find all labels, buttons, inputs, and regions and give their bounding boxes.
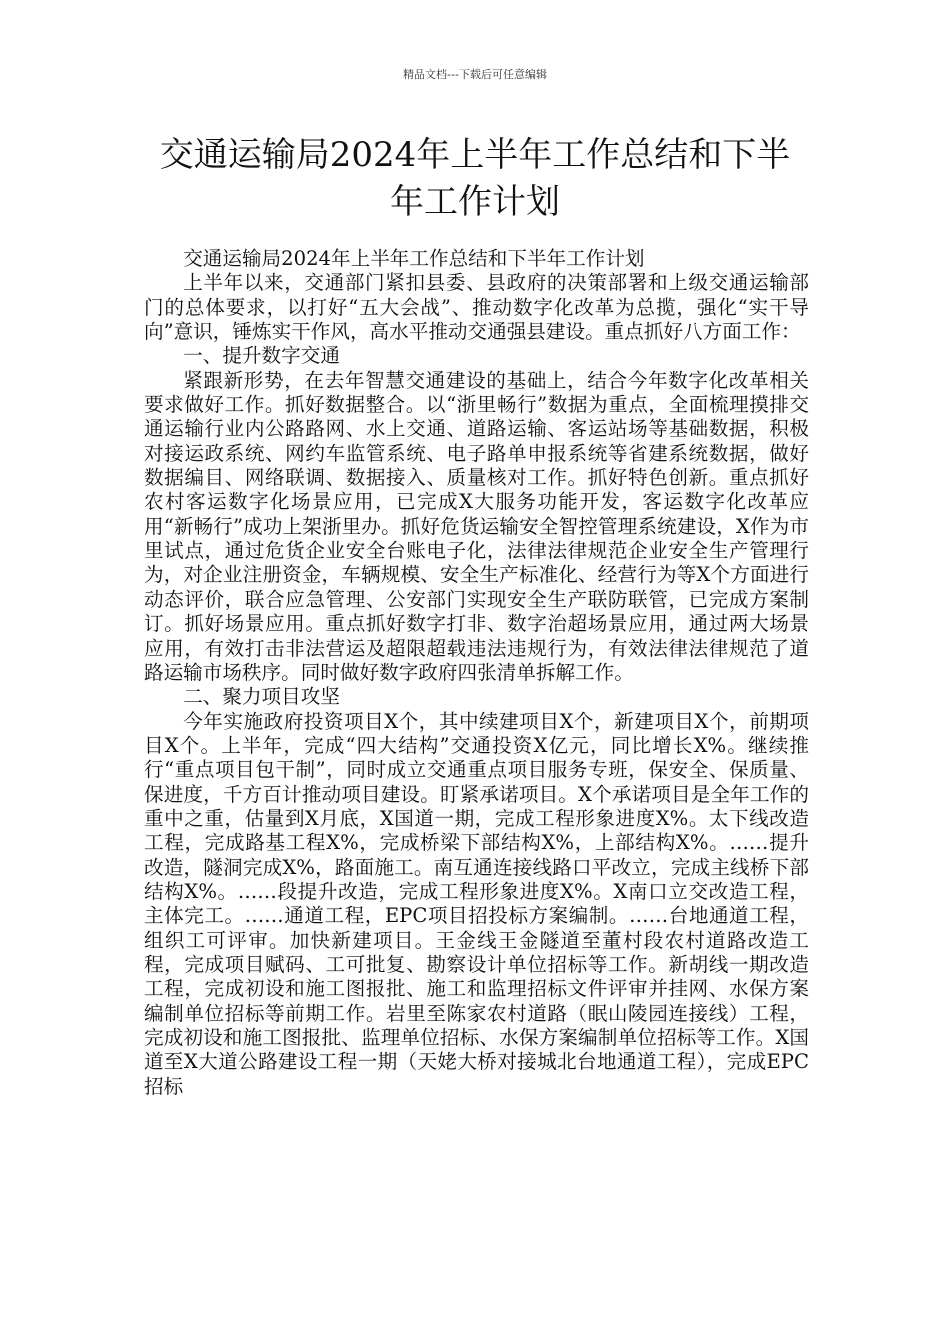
section-2-paragraph: 今年实施政府投资项目X个，其中续建项目X个，新建项目X个，前期项目X个。上半年，完成“四大结构”交通投资X亿元，同比增长X%。继续推行“重点项目包干制”，同时成立交通重点项目服务专班，保安全、保质量、保进度，千方百计推动项目建设。盯紧承诺项目。X个承诺项目是全年工作的重中之重，估量到X月底，X国道一期，完成工程形象进度X%。太下线改造工程，完成路基工程X%，完成桥梁下部结构X%，上部结构X%。……提升改造，隧洞完成X%，路面施工。南互通连接线路口平改立，完成主线桥下部结构X%。……段提升改造，完成工程形象进度X%。X南口立交改造工程，主体完工。……通道工程，EPC项目招投标方案编制。……台地通道工程，组织工可评审。加快新建项目。王金线王金隧道至董村段农村道路改造工程，完成项目赋码、工可批复、勘察设计单位招标等工作。新胡线一期改造工程，完成初设和施工图报批、施工和监理招标文件评审并挂网、水保方案编制单位招标等前期工作。岩里至陈家农村道路（眠山陵园连接线）工程，完成初设和施工图报批、监理单位招标、水保方案编制单位招标等工作。X国道至X大道公路建设工程一期（天姥大桥对接城北台地通道工程），完成EPC招标	[144, 709, 809, 1098]
section-heading-1: 一、提升数字交通	[183, 344, 340, 368]
page-header: 精品文档---下载后可任意编辑	[403, 68, 547, 81]
document-body	[144, 247, 809, 1099]
title-line-2: 年工作计划	[390, 182, 560, 222]
section-1-paragraph: 紧跟新形势，在去年智慧交通建设的基础上，结合今年数字化改革相关要求做好工作。抓好数据整合。以“浙里畅行”数据为重点，全面梳理摸排交通运输行业内公路路网、水上交通、道路运输、客运站场等基础数据，积极对接运政系统、网约车监管系统、电子路单申报系统等省建系统数据，做好数据编目、网络联调、数据接入、质量核对工作。抓好特色创新。重点抓好农村客运数字化场景应用，已完成X大服务功能开发，客运数字化改革应用“新畅行”成功上架浙里办。抓好危货运输安全智控管理系统建设，X作为市里试点，通过危货企业安全台账电子化，法律法律规范企业安全生产管理行为，对企业注册资金，车辆规模、安全生产标准化、经营行为等X个方面进行动态评价，联合应急管理、公安部门实现安全生产联防联管，已完成方案制订。抓好场景应用。重点抓好数字打非、数字治超场景应用，通过两大场景应用，有效打击非法营运及超限超载违法违规行为，有效法律法律规范了道路运输市场秩序。同时做好数字政府四张清单拆解工作。	[144, 368, 809, 684]
section-heading-2: 二、聚力项目攻坚	[183, 685, 340, 709]
subtitle-paragraph: 交通运输局2024年上半年工作总结和下半年工作计划	[183, 247, 645, 270]
intro-paragraph: 上半年以来，交通部门紧扣县委、县政府的决策部署和上级交通运输部门的总体要求，以打好“五大会战”、推动数字化改革为总揽，强化“实干导向”意识，锤炼实干作风，高水平推动交通强县建设。重点抓好八方面工作：	[144, 271, 809, 344]
document-title	[145, 132, 805, 226]
title-line-1: 交通运输局2024年上半年工作总结和下半	[159, 135, 791, 175]
